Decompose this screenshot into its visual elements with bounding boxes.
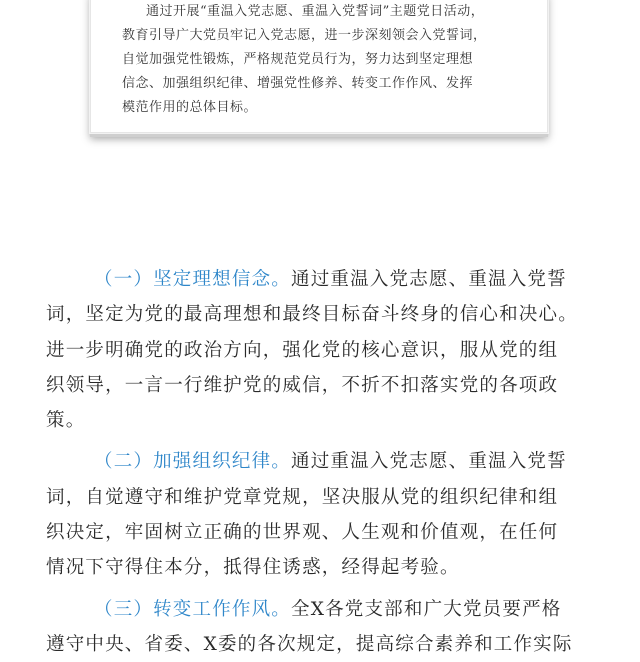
paragraph-line: 词，自觉遵守和维护党章党规，坚决服从党的组织纪律和组 [46,486,559,508]
paragraph-line: 遵守中央、省委、X委的各次规定，提高综合素养和工作实际 [46,633,573,655]
paragraph-line: 织决定，牢固树立正确的世界观、人生观和价值观，在任何 [46,522,559,544]
section-heading: （一）坚定理想信念。 [94,269,292,290]
summary-line: 教育引导广大党员牢记入党志愿，进一步深刻领会入党誓词， [122,28,487,43]
body-text [46,262,606,662]
summary-line: 自觉加强党性锻炼，严格规范党员行为，努力达到坚定理想 [122,52,474,67]
summary-line: 信念、加强组织纪律、增强党性修养、转变工作作风、发挥 [122,76,474,91]
paragraph-first-line [46,592,606,627]
section-heading: （二）加强组织纪律。 [94,451,292,473]
paragraph-line: 进一步明确党的政治方向，强化党的核心意识，服从党的组 [46,339,559,361]
paragraph-line: 词，坚定为党的最高理想和最终目标奋斗终身的信心和决心。 [46,304,578,326]
paragraph-line: 策。 [46,410,86,432]
summary-card-text [122,0,532,120]
paragraph-text: 通过重温入党志愿、重温入党誓 [291,269,567,290]
paragraph-first-line [46,444,606,479]
paragraph-first-line [46,262,606,297]
summary-line: 模范作用的总体目标。 [122,100,258,115]
paragraph-line: 织领导，一言一行维护党的威信，不折不扣落实党的各项政 [46,374,559,396]
paragraph-text: 全X各党支部和广大党员要严格 [291,598,562,620]
section-heading: （三）转变工作作风。 [94,598,292,620]
summary-line: 通过开展“重温入党志愿、重温入党誓词”主题党日活动， [146,4,485,19]
paragraph-line: 情况下守得住本分，抵得住诱惑，经得起考验。 [46,557,460,579]
paragraph-text: 通过重温入党志愿、重温入党誓 [291,451,567,473]
